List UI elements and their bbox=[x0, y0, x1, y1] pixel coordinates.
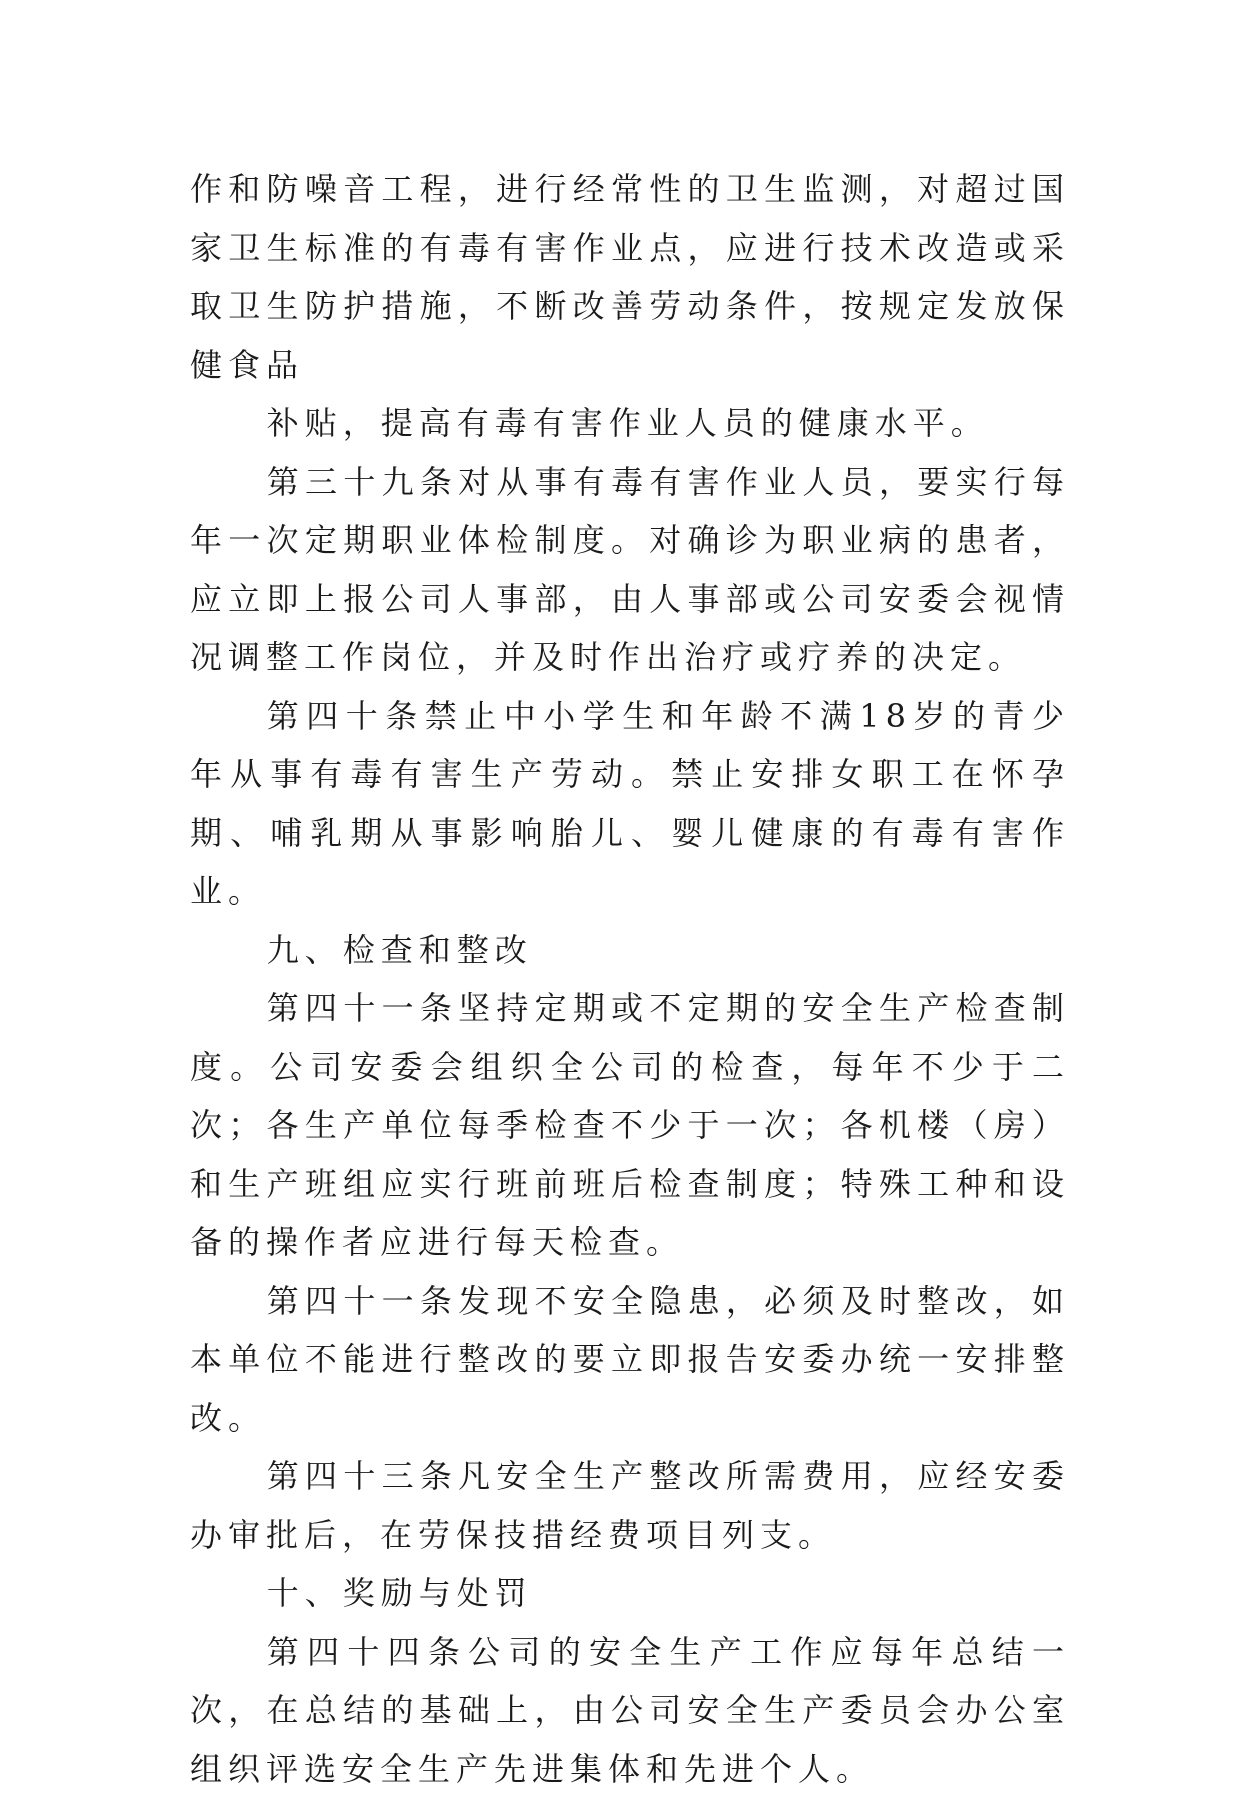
section-heading-inspection: 九、检查和整改 bbox=[190, 921, 1070, 980]
paragraph-article-40: 第四十条禁止中小学生和年龄不满18岁的青少年从事有毒有害生产劳动。禁止安排女职工在怀孕期、哺乳期从事影响胎儿、婴儿健康的有毒有害作业。 bbox=[190, 687, 1070, 921]
paragraph-article-44: 第四十四条公司的安全生产工作应每年总结一次，在总结的基础上，由公司安全生产委员会办公室组织评选安全生产先进集体和先进个人。 bbox=[190, 1623, 1070, 1798]
paragraph-article-41b: 第四十一条发现不安全隐患，必须及时整改，如本单位不能进行整改的要立即报告安委办统一安排整改。 bbox=[190, 1272, 1070, 1448]
section-heading-rewards: 十、奖励与处罚 bbox=[190, 1564, 1070, 1623]
paragraph-continuation: 作和防噪音工程，进行经常性的卫生监测，对超过国家卫生标准的有毒有害作业点，应进行技术改造或采取卫生防护措施，不断改善劳动条件，按规定发放保健食品 bbox=[190, 160, 1070, 394]
paragraph-article-39: 第三十九条对从事有毒有害作业人员，要实行每年一次定期职业体检制度。对确诊为职业病的患者，应立即上报公司人事部，由人事部或公司安委会视情况调整工作岗位，并及时作出治疗或疗养的决定。 bbox=[190, 453, 1070, 687]
paragraph-article-43: 第四十三条凡安全生产整改所需费用，应经安委办审批后，在劳保技措经费项目列支。 bbox=[190, 1447, 1070, 1564]
document-body bbox=[190, 160, 1070, 1798]
paragraph-subsidy: 补贴，提高有毒有害作业人员的健康水平。 bbox=[190, 394, 1070, 453]
paragraph-article-41a: 第四十一条坚持定期或不定期的安全生产检查制度。公司安委会组织全公司的检查，每年不少于二次；各生产单位每季检查不少于一次；各机楼（房）和生产班组应实行班前班后检查制度；特殊工种和设备的操作者应进行每天检查。 bbox=[190, 979, 1070, 1272]
